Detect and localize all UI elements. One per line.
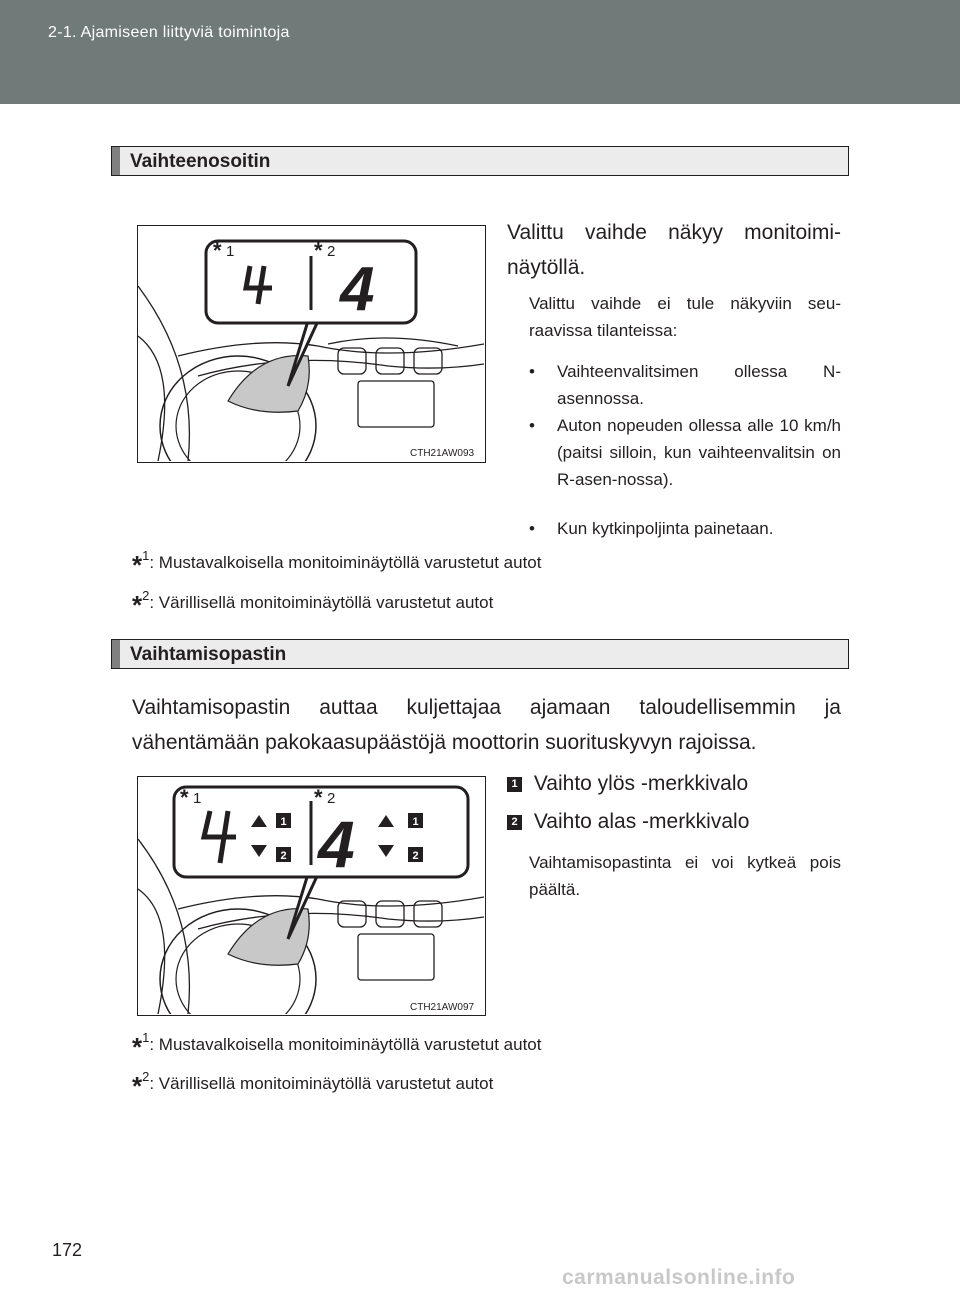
- body-text: Vaihtamisopastinta ei voi kytkeä pois päältä.: [529, 853, 841, 899]
- list-item: • Vaihteenvalitsimen ollessa N-asennossa.: [529, 362, 841, 408]
- shift-indicator-illustration: [138, 777, 484, 1014]
- section-accent-bar: [112, 147, 120, 175]
- svg-text:1: 1: [412, 816, 419, 828]
- svg-text:*: *: [213, 238, 222, 263]
- section-accent-bar: [112, 640, 120, 668]
- svg-text:*: *: [180, 785, 189, 810]
- list-item: • Kun kytkinpoljinta painetaan.: [529, 519, 774, 538]
- page-number: 172: [52, 1240, 83, 1260]
- section-heading-gear-indicator: [111, 146, 849, 176]
- svg-text:*: *: [314, 238, 323, 263]
- figure-ref-2: 2: [327, 243, 336, 260]
- color-gear-digit: 4: [340, 255, 375, 324]
- list-item: • Auton nopeuden ollessa alle 10 km/h (paitsi silloin, kun vaihteenvalitsin on R-asen-nossa).: [529, 416, 841, 489]
- color-gear-digit: 4: [318, 807, 355, 881]
- figure-code: CTH21AW097: [410, 1002, 475, 1013]
- figure-ref-1: 1: [226, 243, 235, 260]
- svg-text:1: 1: [280, 816, 287, 828]
- figure-ref-1: 1: [193, 790, 202, 807]
- badge-1: 1: [507, 777, 522, 792]
- footnote-1: *$^1$: Mustavalkoisella monitoiminäytöllä varustetut autot: [132, 1030, 542, 1062]
- section-title: Vaihtamisopastin: [130, 644, 287, 665]
- footnote-2: *$^2$: Värillisellä monitoiminäytöllä varustetut autot: [132, 588, 494, 620]
- section-heading-shift-indicator: [111, 639, 849, 669]
- footnote-2: *$^2$: Värillisellä monitoiminäytöllä varustetut autot: [132, 1069, 494, 1101]
- footnote-1: *$^1$: Mustavalkoisella monitoiminäytöllä varustetut autot: [132, 548, 542, 580]
- figure-ref-2: 2: [327, 790, 336, 807]
- svg-text:2: 2: [280, 850, 287, 862]
- lead-text: Valittu vaihde näkyy monitoimi-näytöllä.: [507, 221, 841, 279]
- svg-text:*: *: [314, 785, 323, 810]
- body-text: Valittu vaihde ei tule näkyviin seu-raavissa tilanteissa:: [529, 294, 841, 340]
- header-bar: [0, 0, 960, 104]
- svg-text:2: 2: [412, 850, 419, 862]
- watermark: carmanualsonline.info: [562, 1266, 796, 1289]
- list-item-upshift: 1 Vaihto ylös -merkkivalo: [507, 766, 847, 801]
- gear-indicator-illustration: [138, 226, 484, 461]
- breadcrumb: 2-1. Ajamiseen liittyviä toimintoja: [48, 24, 290, 41]
- intro-text: Vaihtamisopastin auttaa kuljettajaa ajamaan taloudellisemmin ja vähentämään pakokaasupäästöjä moottorin suorituskyvyn rajoissa.: [132, 696, 841, 754]
- list-item-downshift: 2 Vaihto alas -merkkivalo: [507, 804, 847, 839]
- figure-gear-indicator: [137, 225, 486, 463]
- figure-shift-indicator: [137, 776, 486, 1016]
- section-title: Vaihteenosoitin: [130, 151, 271, 172]
- badge-2: 2: [507, 815, 522, 830]
- figure-code: CTH21AW093: [410, 448, 475, 459]
